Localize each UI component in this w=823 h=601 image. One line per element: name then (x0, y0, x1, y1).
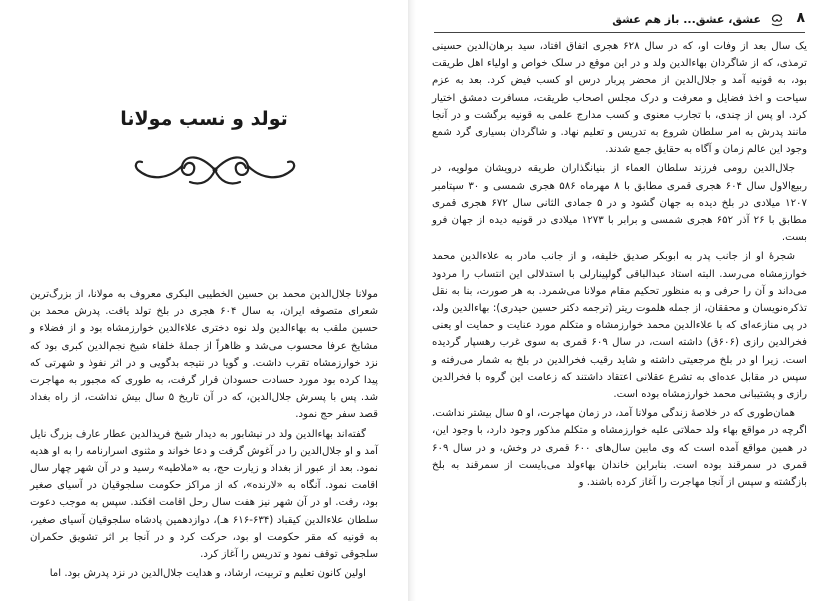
left-body-text (30, 286, 378, 584)
paragraph: همان‌طوری که در خلاصهٔ زندگی مولانا آمد، در زمان مهاجرت، او ۵ سال بیشتر نداشت. اگرچه در مواقع بهاء ولد حملاتی علیه خوارزمشاه و متکلم مذکور وجود دارد، با وجود این، در همین مواقع آمده است که وی مابین سال‌های ۶۰۰ قمری در وخش، و در سال ۶۰۹ قمری در سمرقند بوده است. بنابراین خاندان بهاءولد می‌بایست از سمرقند به بلخ بازگشته و سپس از آنجا مهاجرت را آغاز کرده باشند. و (432, 408, 807, 489)
page-number: ۸ (796, 10, 805, 26)
paragraph: مولانا جلال‌الدین محمد بن حسین الخطیبی البکری معروف به مولانا، از بزرگ‌ترین شعرای متصوفه ایران، به سال ۶۰۴ هجری در بلخ تولد یافت. پدرش محمد بن حسین ملقب به بهاءالدین ولد نوه دختری علاءالدین خوارزمشاه بود و از فضلاء و مشایخ عرفا محسوب می‌شد و ظاهراً از جملهٔ خلفاء شیخ نجم‌الدین کبری بود که نزد خوارزمشاه تقرب داشت. و گویا در نتیجه بدگویی و در اثر نفوذ و شهرتی که پیدا کرده بود مورد حسادت حسودان قرار گرفت، به طوری که مجبور به مهاجرت شد. پس با پسرش جلال‌الدین، که در آن تاریخ ۵ سال بیش نداشت، از راه بغداد قصد سفر حج نمود. (30, 289, 378, 421)
page-header (434, 10, 805, 33)
paragraph: اولین کانون تعلیم و تربیت، ارشاد، و هدایت جلال‌الدین در نزد پدرش بود. اما (49, 568, 366, 580)
paragraph: جلال‌الدین رومی فرزند سلطان العماء از بنیانگذاران طریقه درویشان مولویه، در ربیع‌الاول سال ۶۰۴ هجری قمری مطابق با ۸ مهرماه ۵۸۶ هجری شمسی و ۳۰ سپتامبر ۱۲۰۷ میلادی در بلخ دیده به جهان گشود و در ۵ جمادی الثانی سال ۶۷۲ هجری قمری مطابق با ۲۶ آذر ۶۵۲ هجری شمسی و برابر با ۱۲۷۳ میلادی در قونیه دیده از جهان فرو بست. (432, 163, 808, 244)
paragraph: یک سال بعد از وفات او، که در سال ۶۲۸ هجری اتفاق افتاد، سید برهان‌الدین حسینی ترمذی، که از شاگردان بهاءالدین ولد و در این موقع در سلک خواص و اولیاء اهل طریقت بود، به قونیه آمد و جلال‌الدین از محضر پربار درس او کسب فیض کرد. بعد به عزم سیاحت و اخذ فضایل و معرفت و درک مجلس اصحاب طریقت، مسافرت دمشق اختیار کرد. او پس از چندی، با تجارب معنوی و کسب مدارج علمی به قونیه برگشت و در آنجا مانند پدرش به امر سلطان شروع به تدریس و تعلیم نهاد. و شاگردان بسیاری گرد شمع وجود این عالم زمان و آگاه به حقایق جمع شدند. (432, 41, 807, 156)
left-page (0, 0, 408, 601)
ornament-icon (769, 13, 785, 27)
book-gutter (408, 0, 416, 601)
running-title: عشق، عشق... باز هم عشق (612, 13, 761, 26)
chapter-title: تولد و نسب مولانا (120, 108, 288, 130)
calligraphic-flourish-icon (130, 148, 300, 192)
right-page (416, 0, 823, 601)
paragraph: گفته‌اند بهاءالدین ولد در نیشابور به دیدار شیخ فریدالدین عطار عارف بزرگ نایل آمد و او جلال‌الدین را در آغوش گرفت و دعا خواند و مثنوی اسرارنامه را به او هدیه نمود. بعد از عبور از بغداد و زیارت حج، به «ملاطیه» رسید و در آن شهر چهار سال اقامت نمود. آنگاه به «لارنده»، که از مراکز حکومت سلجوقیان در آسیای صغیر بود، رفت. او در آن شهر نیز هفت سال رحل اقامت افکند. سپس به موجب دعوت سلطان علاءالدین کیقباد (۶۳۴-۶۱۶ هـ)، دوازدهمین پادشاه سلجوقیان آسیای صغیر، به قونیه که مقر حکومت او بود، حرکت کرد و در آنجا بر اثر تشویق حکمران سلجوقی توقف نمود و تدریس را آغاز کرد. (30, 428, 378, 561)
paragraph: شجرهٔ او از جانب پدر به ابوبکر صدیق خلیفه، و از جانب مادر به علاءالدین محمد خوارزمشاه می‌رسد. البته استاد عبدالباقی گولپینارلی با استدلالی این انتساب را مردود می‌داند و آن را حرفی و به منظور تحکیم مقام مولانا می‌شمرد. به هر صورت، بنا به نقل تذکره‌نویسان و محققان، از جمله هلموت ریتر (ترجمه دکتر حسین حیدری): بهاءالدین ولد، در پی منازعه‌ای که با علاءالدین محمد خوارزمشاه و متکلم مورد عنایت و حمایت او یعنی فخرالدین رازی (۶۰۶ق) داشته است، در سال ۶۰۹ قمری به سوی غرب رهسپار گردیده است. زیرا او در بلخ مرجعیتی داشته و شاید رقیب فخرالدین در بلخ به شمار می‌رفته و سپس در مقابل عده‌ای به تشرع عقلانی اعتقاد داشتند که زعامت این گروه با فخرالدین رازی و پشتیبانی محمد خوارزمشاه بوده است. (432, 251, 807, 401)
right-body-text (432, 38, 807, 493)
